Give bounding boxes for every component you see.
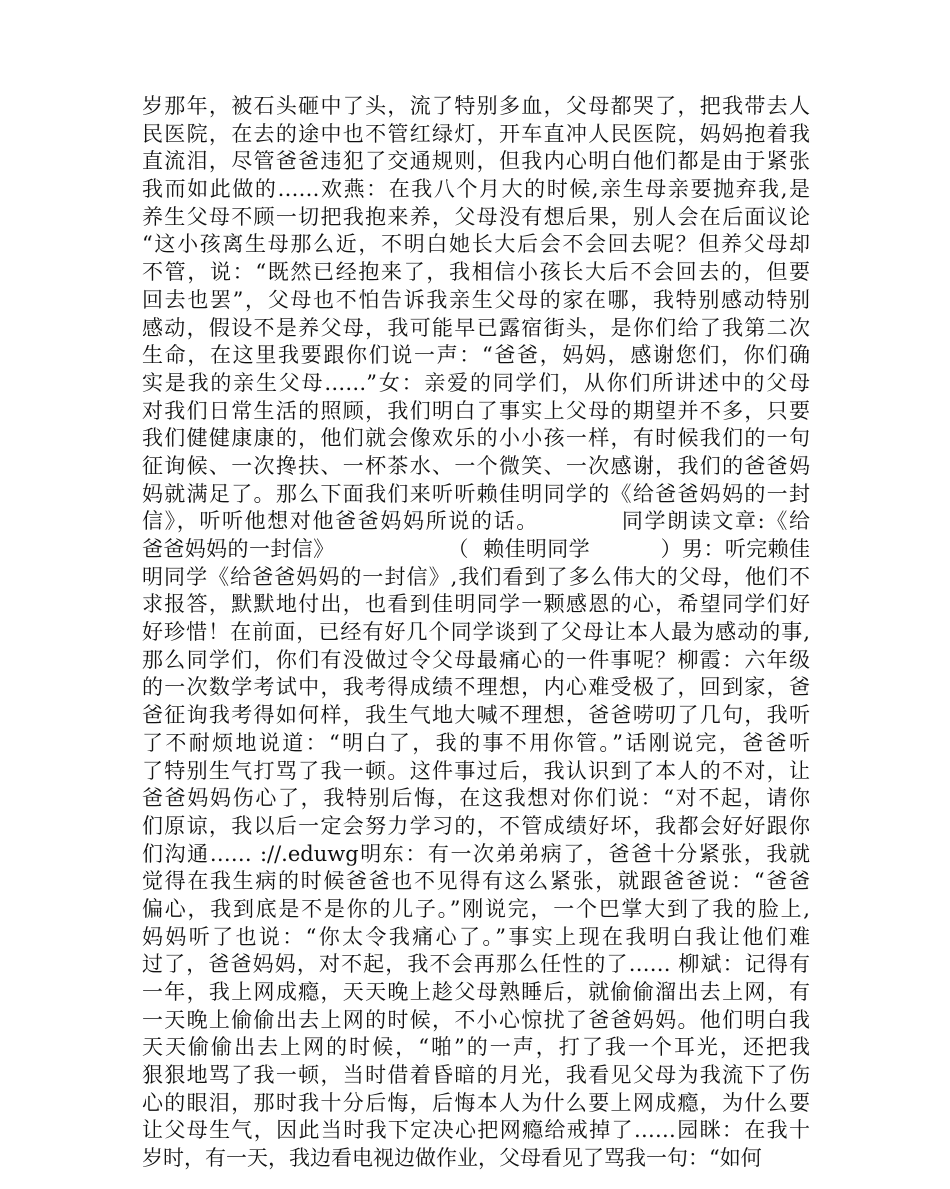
text-line: “这小孩离生母那么近，不明白她长大后会不会回去呢？但养父母却 bbox=[142, 232, 810, 257]
text-line: 对我们日常生活的照顾，我们明白了事实上父母的期望并不多，只要 bbox=[142, 398, 810, 423]
text-line: 征询候、一次搀扶、一杯茶水、一个微笑、一次感谢，我们的爸爸妈 bbox=[142, 453, 810, 478]
text-line: 不管，说：“既然已经抱来了，我相信小孩长大后不会回去的，但要 bbox=[142, 260, 810, 285]
text-line: 爸爸妈妈的一封信》 （ 赖佳明同学 ）男：听完赖佳 bbox=[142, 537, 810, 561]
text-line: 狠狠地骂了我一顿，当时借着昏暗的月光，我看见父母为我流下了伤 bbox=[142, 1063, 810, 1088]
text-line: 觉得在我生病的时候爸爸也不见得有这么紧张，就跟爸爸说：“爸爸 bbox=[142, 869, 810, 894]
text-line: 了不耐烦地说道：“明白了，我的事不用你管。”话刚说完，爸爸听 bbox=[142, 730, 810, 755]
text-line: 了特别生气打骂了我一顿。这件事过后，我认识到了本人的不对，让 bbox=[142, 758, 810, 783]
text-line: 妈妈听了也说：“你太令我痛心了。”事实上现在我明白我让他们难 bbox=[142, 924, 810, 949]
text-line: 岁时，有一天，我边看电视边做作业，父母看见了骂我一句：“如何 bbox=[142, 1146, 762, 1171]
text-line: 信》，听听他想对他爸爸妈妈所说的话。 同学朗读文章:《给 bbox=[142, 509, 810, 534]
text-line: 岁那年，被石头砸中了头，流了特别多血，父母都哭了，把我带去人 bbox=[142, 94, 810, 118]
text-line: 们原谅，我以后一定会努力学习的，不管成绩好坏，我都会好好跟你 bbox=[142, 813, 810, 838]
text-line: 民医院，在去的途中也不管红绿灯，开车直冲人民医院，妈妈抱着我 bbox=[142, 121, 810, 146]
text-line: 一年，我上网成瘾，天天晚上趁父母熟睡后，就偷偷溜出去上网，有 bbox=[142, 980, 810, 1004]
text-line: 实是我的亲生父母……”女：亲爱的同学们，从你们所讲述中的父母 bbox=[142, 370, 810, 395]
text-line: 好珍惜！在前面，已经有好几个同学谈到了父母让本人最为感动的事, bbox=[142, 620, 810, 645]
text-line: 让父母生气，因此当时我下定决心把网瘾给戒掉了……园眯：在我十 bbox=[142, 1118, 810, 1143]
text-line: 我们健健康康的，他们就会像欢乐的小小孩一样，有时候我们的一句 bbox=[142, 426, 810, 451]
text-line: 求报答，默默地付出，也看到佳明同学一颗感恩的心，希望同学们好 bbox=[142, 592, 810, 617]
text-line: 的一次数学考试中，我考得成绩不理想，内心难受极了，回到家，爸 bbox=[142, 675, 810, 700]
text-line: 直流泪，尽管爸爸违犯了交通规则，但我内心明白他们都是由于紧张 bbox=[142, 149, 810, 174]
text-line: 们沟通…… ://.eduwg明东：有一次弟弟病了，爸爸十分紧张，我就 bbox=[142, 841, 810, 866]
text-line: 明同学《给爸爸妈妈的一封信》,我们看到了多么伟大的父母，他们不 bbox=[142, 564, 810, 589]
text-line: 那么同学们，你们有没做过令父母最痛心的一件事呢？柳霞：六年级 bbox=[142, 647, 810, 672]
body-text bbox=[142, 93, 810, 1173]
text-line: 过了，爸爸妈妈，对不起，我不会再那么任性的了…… 柳斌：记得有 bbox=[142, 952, 810, 977]
text-line: 我而如此做的……欢燕：在我八个月大的时候,亲生母亲要抛弃我,是 bbox=[142, 177, 810, 202]
text-line: 感动，假设不是养父母，我可能早已露宿街头，是你们给了我第二次 bbox=[142, 315, 810, 340]
text-line: 偏心，我到底是不是你的儿子。”刚说完，一个巴掌大到了我的脸上, bbox=[142, 896, 810, 921]
text-line: 天天偷偷出去上网的时候，“啪”的一声，打了我一个耳光，还把我 bbox=[142, 1035, 810, 1060]
text-line: 生命，在这里我要跟你们说一声：“爸爸，妈妈，感谢您们，你们确 bbox=[142, 343, 810, 368]
text-line: 爸爸妈妈伤心了，我特别后悔，在这我想对你们说：“对不起，请你 bbox=[142, 786, 810, 811]
text-line: 妈就满足了。那么下面我们来听听赖佳明同学的《给爸爸妈妈的一封 bbox=[142, 481, 810, 506]
text-line: 一天晚上偷偷出去上网的时候，不小心惊扰了爸爸妈妈。他们明白我 bbox=[142, 1007, 810, 1032]
text-line: 心的眼泪，那时我十分后悔，后悔本人为什么要上网成瘾，为什么要 bbox=[142, 1090, 810, 1115]
text-line: 养生父母不顾一切把我抱来养，父母没有想后果，别人会在后面议论 bbox=[142, 204, 810, 229]
text-line: 爸征询我考得如何样，我生气地大喊不理想，爸爸唠叨了几句，我听 bbox=[142, 703, 810, 728]
text-line: 回去也罢”，父母也不怕告诉我亲生父母的家在哪，我特别感动特别 bbox=[142, 287, 810, 312]
